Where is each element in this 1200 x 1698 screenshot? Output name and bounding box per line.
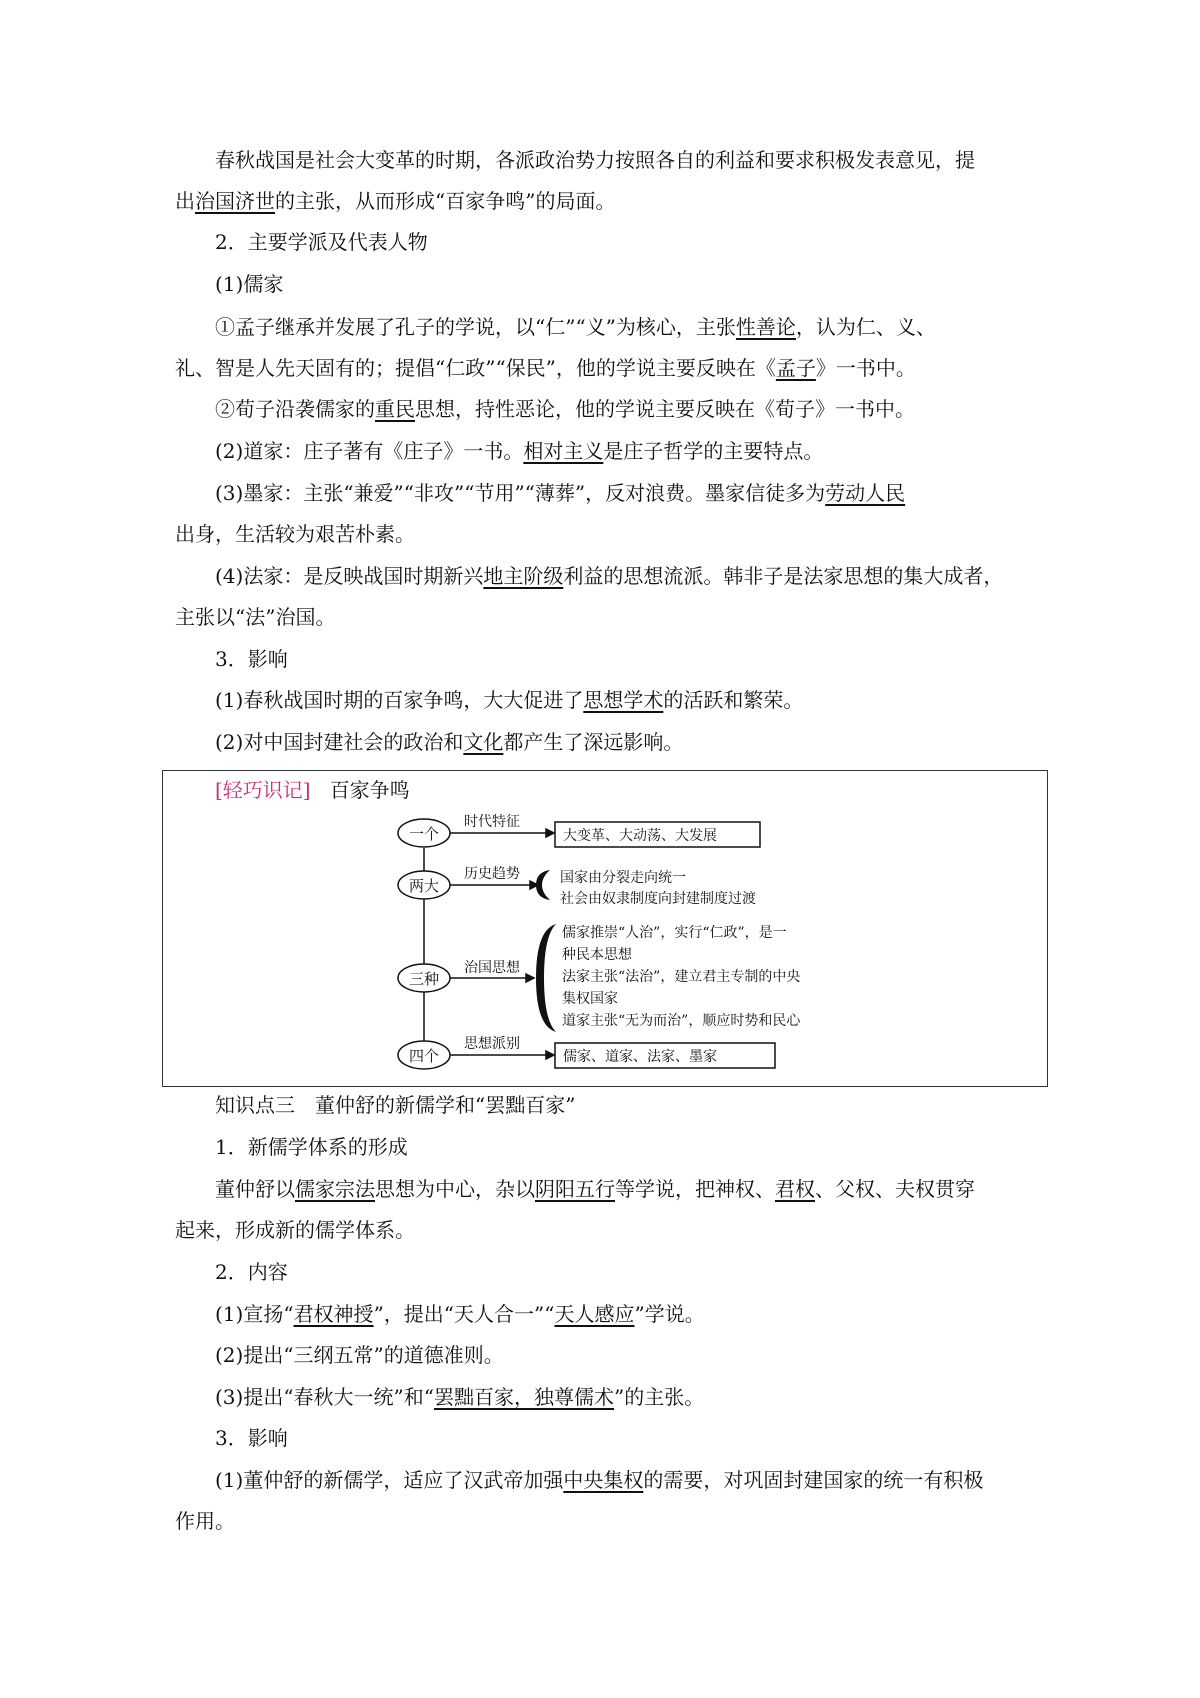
box-era-text: 大变革、大动荡、大发展 (563, 828, 717, 844)
fill-blank: 孟子 (775, 356, 816, 380)
paragraph-content-3: (3)提出“春秋大一统”和“罢黜百家，独尊儒术”的主张。 (215, 1385, 705, 1409)
node-two-label: 两大 (408, 877, 440, 895)
paragraph-dzs-line2: 起来，形成新的儒学体系。 (175, 1218, 415, 1242)
fill-blank: 治国济世 (195, 189, 275, 213)
fill-blank: 重民 (375, 397, 415, 421)
label-governance: 治国思想 (464, 960, 520, 976)
paragraph-mohism-line2: 出身，生活较为艰苦朴素。 (175, 522, 415, 546)
node-four-label: 四个 (408, 1047, 440, 1065)
section-heading-k3: 知识点三 董仲舒的新儒学和“罢黜百家” (215, 1093, 576, 1117)
memory-box-title: [轻巧识记] 百家争鸣 (215, 778, 410, 802)
paragraph-influence-1: (1)春秋战国时期的百家争鸣，大大促进了思想学术的活跃和繁荣。 (215, 688, 804, 712)
paragraph-intro-line1: 春秋战国是社会大变革的时期，各派政治势力按照各自的利益和要求积极发表意见，提 (215, 148, 975, 172)
paragraph-mencius-line2: 礼、智是人先天固有的；提倡“仁政”“保民”，他的学说主要反映在《孟子》一书中。 (175, 356, 916, 380)
heading-influence-2: 3．影响 (215, 1426, 288, 1450)
gov-line1: 儒家推崇“人治”，实行“仁政”，是一 (562, 925, 787, 941)
paragraph-mencius-line1: ①孟子继承并发展了孔子的学说，以“仁”“义”为核心，主张性善论，认为仁、义、 (215, 315, 936, 339)
label-schools: 思想派别 (464, 1036, 520, 1052)
paragraph-legalism-line2: 主张以“法”治国。 (175, 605, 336, 629)
paragraph-daoism: (2)道家：庄子著有《庄子》一书。相对主义是庄子哲学的主要特点。 (215, 439, 824, 463)
heading-content: 2．内容 (215, 1260, 288, 1284)
node-two (398, 871, 450, 899)
node-three (398, 964, 450, 992)
node-one-label: 一个 (408, 825, 440, 843)
fill-blank: 思想学术 (583, 688, 664, 712)
fill-blank: 劳动人民 (825, 481, 906, 505)
fill-blank: 罢黜百家，独尊儒术 (434, 1385, 615, 1409)
node-one (398, 819, 450, 847)
brace-trend (536, 870, 550, 900)
paragraph-dzs-line1: 董仲舒以儒家宗法思想为中心，杂以阴阳五行等学说，把神权、君权、父权、夫权贯穿 (215, 1177, 975, 1201)
brace-governance (536, 924, 556, 1032)
paragraph-content-1: (1)宣扬“君权神授”，提出“天人合一”“天人感应”学说。 (215, 1302, 705, 1326)
paragraph-influence-2: (2)对中国封建社会的政治和文化都产生了深远影响。 (215, 730, 684, 754)
fill-blank: 君权 (775, 1177, 815, 1201)
fill-blank: 阴阳五行 (535, 1177, 615, 1201)
gov-line5: 道家主张“无为而治”，顺应时势和民心 (562, 1013, 801, 1029)
node-four (398, 1041, 450, 1069)
paragraph-mohism-line1: (3)墨家：主张“兼爱”“非攻”“节用”“薄葬”，反对浪费。墨家信徒多为劳动人民 (215, 481, 906, 505)
subheading-confucian: (1)儒家 (215, 272, 284, 296)
paragraph-intro-line2: 出治国济世的主张，从而形成“百家争鸣”的局面。 (175, 189, 616, 213)
fill-blank: 性善论 (735, 315, 796, 339)
paragraph-xunzi: ②荀子沿袭儒家的重民思想，持性恶论，他的学说主要反映在《荀子》一书中。 (215, 397, 915, 421)
fill-blank: 文化 (463, 730, 504, 754)
fill-blank: 中央集权 (563, 1468, 644, 1492)
fill-blank: 天人感应 (554, 1302, 635, 1326)
node-three-label: 三种 (408, 970, 440, 988)
heading-influence: 3．影响 (215, 647, 288, 671)
paragraph-effect-line2: 作用。 (175, 1509, 235, 1533)
trend-line2: 社会由奴隶制度向封建制度过渡 (560, 891, 756, 907)
memory-tag: [轻巧识记] (215, 778, 311, 802)
box-schools-text: 儒家、道家、法家、墨家 (563, 1049, 717, 1065)
fill-blank: 地主阶级 (483, 564, 564, 588)
label-trend: 历史趋势 (464, 866, 520, 882)
heading-schools: 2．主要学派及代表人物 (215, 230, 428, 254)
gov-line3: 法家主张“法治”，建立君主专制的中央 (562, 969, 801, 985)
fill-blank: 君权神授 (293, 1302, 374, 1326)
heading-new-confucianism: 1．新儒学体系的形成 (215, 1135, 408, 1159)
gov-line4: 集权国家 (562, 991, 618, 1007)
label-era: 时代特征 (464, 814, 520, 830)
paragraph-content-2: (2)提出“三纲五常”的道德准则。 (215, 1343, 504, 1367)
paragraph-effect-line1: (1)董仲舒的新儒学，适应了汉武帝加强中央集权的需要，对巩固封建国家的统一有积极 (215, 1468, 984, 1492)
trend-line1: 国家由分裂走向统一 (560, 870, 686, 886)
fill-blank: 儒家宗法 (295, 1177, 375, 1201)
paragraph-legalism-line1: (4)法家：是反映战国时期新兴地主阶级利益的思想流派。韩非子是法家思想的集大成者， (215, 564, 1004, 588)
gov-line2: 种民本思想 (562, 947, 632, 963)
fill-blank: 相对主义 (523, 439, 604, 463)
arrows (450, 829, 554, 1059)
